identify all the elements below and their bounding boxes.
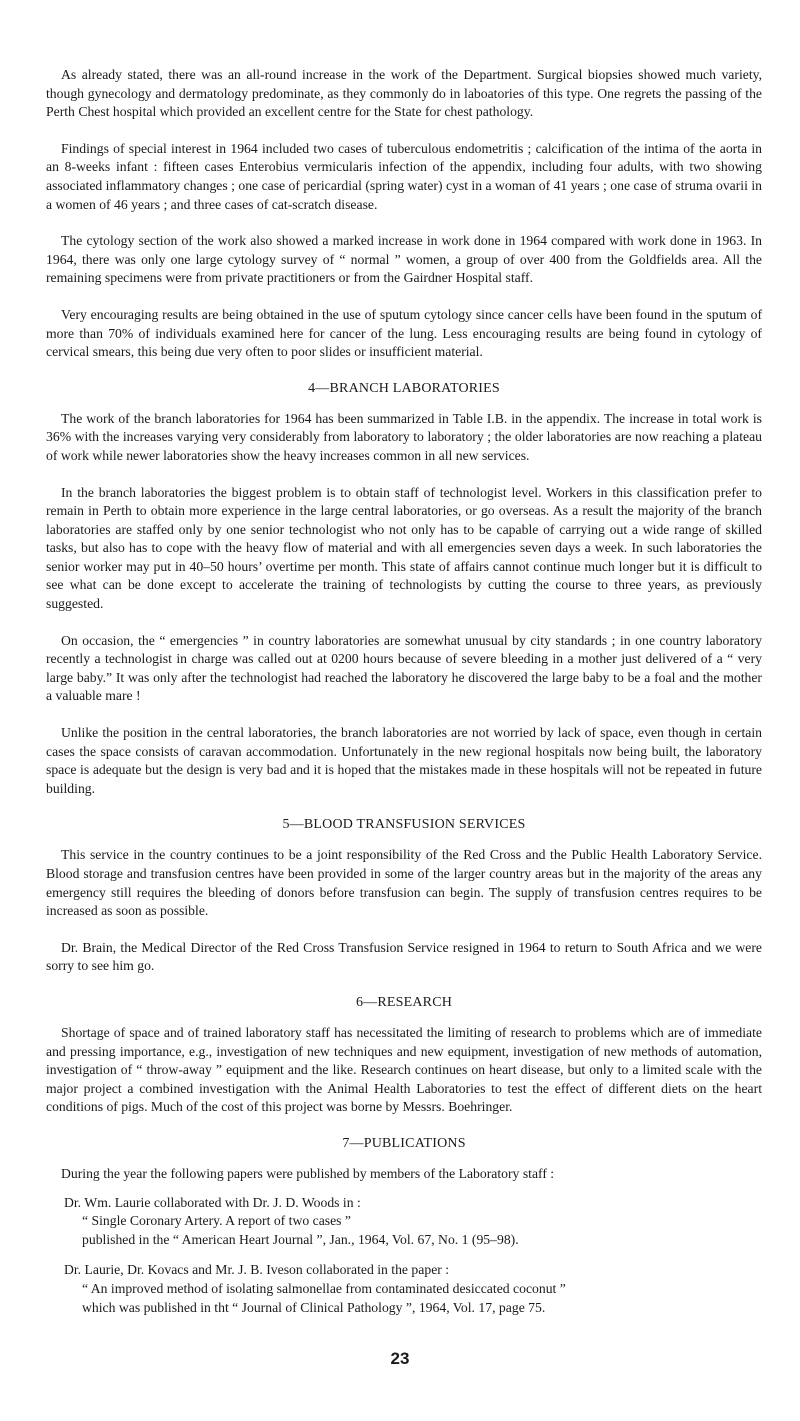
- publication-2-title: “ An improved method of isolating salmonellae from contaminated desiccated coconut ”: [82, 1280, 566, 1296]
- paragraph-findings-1964: Findings of special interest in 1964 included two cases of tuberculous endometritis ; calcification of the intima of the aorta in an 8-weeks infant : fifteen cases Enterobius vermicularis infection of the appendix, including four adults, with two showing associated inflammatory changes ; one case of pericardial (spring water) cyst in a woman of 41 years ; one case of struma ovarii in a women of 46 years ; and three cases of cat-scratch disease.: [46, 140, 762, 212]
- paragraph-branch-space: Unlike the position in the central laboratories, the branch laboratories are not worried by lack of space, even though in certain cases the space consists of caravan accommodation. Unfortunately in the new regional hospitals now being built, the laboratory space is adequate but the design is very bad and it is hoped that the mistakes made in these hospitals will not be repeated in future building.: [46, 725, 762, 796]
- paragraph-research: Shortage of space and of trained laboratory staff has necessitated the limiting of research to problems which are of immediate and pressing importance, e.g., investigation of new techniques and new equipment, investigation of new methods of automation, investigation of “ throw-away ” equipment and the like. Research continues on heart disease, but only to a limited scale with the major project a combined investigation with the Animal Health Laboratories to test the effect of different diets on the heart conditions of pigs. Much of the cost of this project was borne by Messrs. Boehringer.: [46, 1024, 762, 1115]
- paragraph-sputum-cytology: Very encouraging results are being obtained in the use of sputum cytology since cancer cells have been found in the sputum of more than 70% of individuals examined here for cancer of the lung. Less encouraging results are being found in cytology of cervical smears, this being due very often to poor slides or insufficient material.: [46, 306, 762, 360]
- paragraph-branch-staff-problem: In the branch laboratories the biggest problem is to obtain staff of technologist level. Workers in this classification prefer to remain in Perth to obtain more experience in the large central laboratories, or go overseas. As a result the majority of the branch laboratories are staffed only by one senior technologist who not only has to be capable of carrying out a wide range of skilled tasks, but also has to cope with the heavy flow of material and with all emergencies seven days a week. In such laboratories the senior worker may put in 40–50 hours’ overtime per month. This state of affairs cannot continue much longer but it is difficult to see what can be done except to accelerate the training of technologists by cutting the course to three years, as previously suggested.: [46, 484, 762, 612]
- publication-1-authors: Dr. Wm. Laurie collaborated with Dr. J. D. Woods in :: [64, 1194, 361, 1210]
- heading-blood-transfusion: 5—BLOOD TRANSFUSION SERVICES: [282, 817, 526, 833]
- paragraph-dr-brain: Dr. Brain, the Medical Director of the Red Cross Transfusion Service resigned in 1964 to return to South Africa and we were sorry to see him go.: [46, 939, 762, 974]
- page-number: 23: [390, 1349, 410, 1368]
- publication-entry-2: [46, 1261, 762, 1317]
- paragraph-publications-intro: During the year the following papers were published by members of the Laboratory staff :: [61, 1165, 555, 1181]
- publication-2-authors: Dr. Laurie, Dr. Kovacs and Mr. J. B. Iveson collaborated in the paper :: [64, 1262, 450, 1278]
- publication-1-title: “ Single Coronary Artery. A report of two cases ”: [82, 1213, 351, 1229]
- heading-research: 6—RESEARCH: [355, 994, 453, 1010]
- heading-publications: 7—PUBLICATIONS: [342, 1135, 466, 1151]
- paragraph-surgical-biopsies: As already stated, there was an all-round increase in the work of the Department. Surgical biopsies showed much variety, though gynecology and dermatology predominate, as they commonly do in laboatories of this type. One regrets the passing of the Perth Chest hospital which provided an excellent centre for the State for chest pathology.: [46, 67, 762, 120]
- publication-1-source: published in the “ American Heart Journal ”, Jan., 1964, Vol. 67, No. 1 (95–98).: [82, 1231, 519, 1247]
- paragraph-branch-work-1964: The work of the branch laboratories for 1964 has been summarized in Table I.B. in the appendix. The increase in total work is 36% with the increases varying very considerably from laboratory to laboratory ; the older laboratories are now reaching a plateau of work while newer laboratories show the heavy increases common in all new services.: [46, 410, 762, 463]
- paragraph-cytology-section: The cytology section of the work also showed a marked increase in work done in 1964 compared with work done in 1963. In 1964, there was only one large cytology survey of “ normal ” women, a group of over 400 from the Goldfields area. All the remaining specimens were from private practitioners or from the Gairdner Hospital staff.: [46, 233, 762, 286]
- paragraph-country-emergencies: On occasion, the “ emergencies ” in country laboratories are somewhat unusual by city standards ; in one country laboratory recently a technologist in charge was called out at 0200 hours because of severe bleeding in a mother just delivered of a “ very large baby.” It was only after the technologist had reached the laboratory he discovered the large baby to be a foal and the mother a valuable mare !: [46, 632, 762, 704]
- publication-entry-1: [46, 1194, 762, 1250]
- publication-2-source: which was published in tht “ Journal of Clinical Pathology ”, 1964, Vol. 17, page 75.: [82, 1299, 546, 1315]
- paragraph-transfusion-service: This service in the country continues to be a joint responsibility of the Red Cross and the Public Health Laboratory Service. Blood storage and transfusion centres have been provided in some of the larger country areas but in the majority of the areas any emergency still requires the bleeding of donors before transfusion can begin. The supply of transfusion centres requires to be increased as soon as possible.: [46, 847, 762, 919]
- heading-branch-laboratories: 4—BRANCH LABORATORIES: [308, 380, 500, 396]
